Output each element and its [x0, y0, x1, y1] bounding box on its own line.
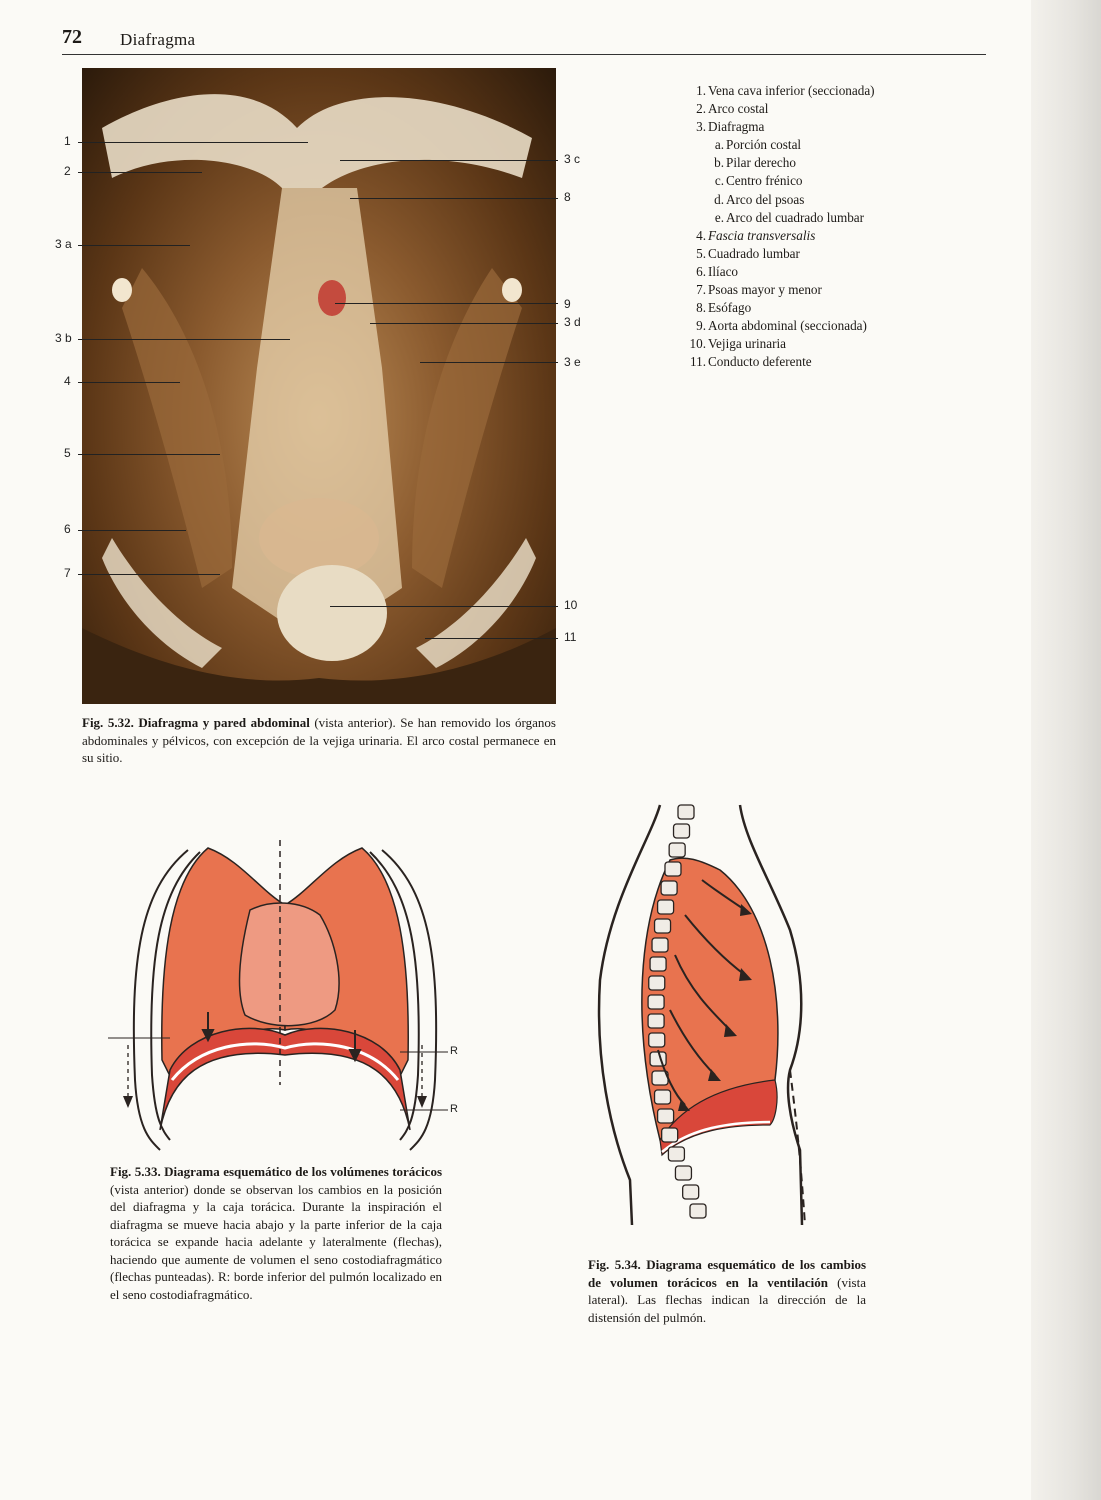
vertebra — [648, 1014, 664, 1028]
vertebra — [683, 1185, 699, 1199]
legend-item — [680, 118, 940, 136]
vertebra — [668, 1147, 684, 1161]
legend-item — [680, 82, 940, 100]
photo-label: 3 c — [564, 152, 581, 166]
legend-text: Arco costal — [708, 101, 769, 117]
leader-line — [420, 362, 558, 363]
leader-line — [78, 245, 190, 246]
legend-number: a. — [714, 137, 724, 153]
legend-text: Porción costal — [726, 137, 802, 153]
legend-item — [680, 245, 940, 263]
legend-item — [680, 154, 940, 172]
legend-number: 3. — [696, 119, 706, 135]
caption-text: (vista anterior). Se han removido los órganos abdominales y pélvicos, con excepción de la vejiga urinaria. El arco costal permanece en su sitio. — [82, 715, 556, 765]
legend-item — [680, 172, 940, 190]
legend-item — [680, 281, 940, 299]
vertebra — [669, 843, 685, 857]
photo-label: 6 — [64, 522, 71, 536]
thorax-lateral-drawing — [590, 800, 830, 1230]
photo-label: 8 — [564, 190, 571, 204]
legend-item — [680, 263, 940, 281]
legend-number: 1. — [696, 83, 706, 98]
photo-label: 3 a — [55, 237, 72, 251]
label-r-bottom: R — [450, 1103, 458, 1115]
caption-fig-5-32 — [82, 714, 556, 767]
legend-number: 10. — [689, 336, 706, 352]
photo-label: 5 — [64, 446, 71, 460]
photo-label: 10 — [564, 598, 578, 612]
legend-number: c. — [714, 173, 724, 189]
vertebra — [658, 1109, 674, 1123]
anatomy-photo-drawing — [82, 68, 556, 704]
leader-line — [330, 606, 558, 607]
running-title: Diafragma — [120, 30, 196, 49]
leader-line — [78, 339, 290, 340]
caption-fig-5-33 — [110, 1163, 442, 1303]
vertebra — [650, 1052, 666, 1066]
legend-item — [680, 136, 940, 154]
legend-number: 2. — [696, 101, 706, 117]
legend-text: Centro frénico — [726, 173, 803, 189]
leader-line — [335, 303, 558, 304]
legend-number: 7. — [696, 282, 706, 298]
photo-label: 2 — [64, 164, 71, 178]
caption-bold: Fig. 5.34. Diagrama esquemático de los cambios de volumen torácicos en la ventilación — [588, 1257, 866, 1290]
leader-line — [78, 142, 308, 143]
vertebra — [661, 881, 677, 895]
anatomy-photo — [82, 68, 556, 704]
legend-number: b. — [714, 155, 724, 171]
legend-text: Conducto deferente — [708, 354, 812, 370]
vertebra — [655, 919, 671, 933]
leader-line — [78, 454, 220, 455]
photo-label: 1 — [64, 134, 71, 148]
legend-item — [680, 191, 940, 209]
vertebra — [662, 1128, 678, 1142]
legend-text: Vejiga urinaria — [708, 336, 786, 352]
caption-text: (vista anterior) donde se observan los cambios en la posición del diafragma y la caja torácica. Durante la inspiración el diafragma se mueve hacia abajo y la parte inferior de la caja torácica se expande hacia adelante y lateralmente (flechas), haciendo que aumente de volumen el seno costodiafragmático (flechas punteadas). R: borde inferior del pulmón localizado en el seno costodiafragmático. — [110, 1181, 442, 1302]
header-rule — [62, 54, 986, 55]
photo-label: 7 — [64, 566, 71, 580]
leader-line — [78, 382, 180, 383]
legend-number: 11. — [690, 354, 706, 370]
legend-item — [680, 353, 940, 371]
legend-item — [680, 335, 940, 353]
legend-text: Aorta abdominal (seccionada) — [708, 318, 867, 334]
vertebra — [655, 1090, 671, 1104]
page-edge-shadow — [1031, 0, 1101, 1500]
legend-text: Pilar derecho — [726, 155, 796, 171]
legend-text: Psoas mayor y menor — [708, 282, 822, 298]
legend-text: Arco del psoas — [726, 191, 805, 207]
vertebra — [649, 1033, 665, 1047]
vertebra — [652, 938, 668, 952]
legend-number: 9. — [696, 318, 706, 334]
page-number: 72 — [62, 26, 82, 48]
legend-number: d. — [714, 191, 724, 207]
caption-fig-5-34 — [588, 1256, 866, 1326]
caption-bold: Fig. 5.32. Diafragma y pared abdominal — [82, 715, 310, 730]
vertebra — [690, 1204, 706, 1218]
legend-number: 6. — [696, 263, 706, 279]
leader-line — [78, 530, 186, 531]
photo-label: 4 — [64, 374, 71, 388]
legend-text: Esófago — [708, 300, 752, 316]
vertebra — [658, 900, 674, 914]
legend-text: Diafragma — [708, 119, 765, 135]
caption-text: (vista lateral). Las flechas indican la dirección de la distensión del pulmón. — [588, 1274, 866, 1325]
figure-5-34-diagram — [590, 800, 830, 1235]
leader-line — [370, 323, 558, 324]
thorax-anterior-drawing — [100, 830, 470, 1160]
vertebra — [650, 957, 666, 971]
page-header — [62, 24, 986, 54]
legend-item — [680, 317, 940, 335]
legend-text: Arco del cuadrado lumbar — [726, 209, 865, 225]
legend-text: Ilíaco — [708, 263, 739, 279]
photo-label: 9 — [564, 297, 571, 311]
leader-line — [425, 638, 558, 639]
legend-item — [680, 100, 940, 118]
legend-item — [680, 209, 940, 227]
legend-text: Cuadrado lumbar — [708, 245, 800, 261]
legend-text: Fascia transversalis — [708, 227, 816, 243]
photo-label: 11 — [564, 630, 577, 644]
vertebra — [665, 862, 681, 876]
vertebra — [674, 824, 690, 838]
photo-label: 3 e — [564, 355, 581, 369]
caption-bold: Fig. 5.33. Diagrama esquemático de los volúmenes torácicos — [110, 1164, 442, 1179]
legend-item — [680, 299, 940, 317]
legend-item — [680, 227, 940, 245]
label-r-top: R — [450, 1045, 458, 1057]
photo-label: 3 b — [55, 331, 72, 345]
leader-line — [340, 160, 558, 161]
figure-5-33-diagram — [100, 830, 470, 1165]
vertebra — [675, 1166, 691, 1180]
photo-label: 3 d — [564, 315, 581, 329]
figure-legend — [680, 82, 940, 372]
legend-number: 5. — [696, 245, 706, 261]
leader-line — [350, 198, 558, 199]
legend-number: e. — [714, 209, 724, 225]
vertebra — [648, 995, 664, 1009]
vertebra — [649, 976, 665, 990]
leader-line — [78, 574, 220, 575]
legend-number: 8. — [696, 300, 706, 316]
leader-line — [78, 172, 202, 173]
vertebra — [678, 805, 694, 819]
legend-text: Vena cava inferior (seccionada) — [708, 83, 875, 98]
legend-number: 4. — [696, 227, 706, 243]
